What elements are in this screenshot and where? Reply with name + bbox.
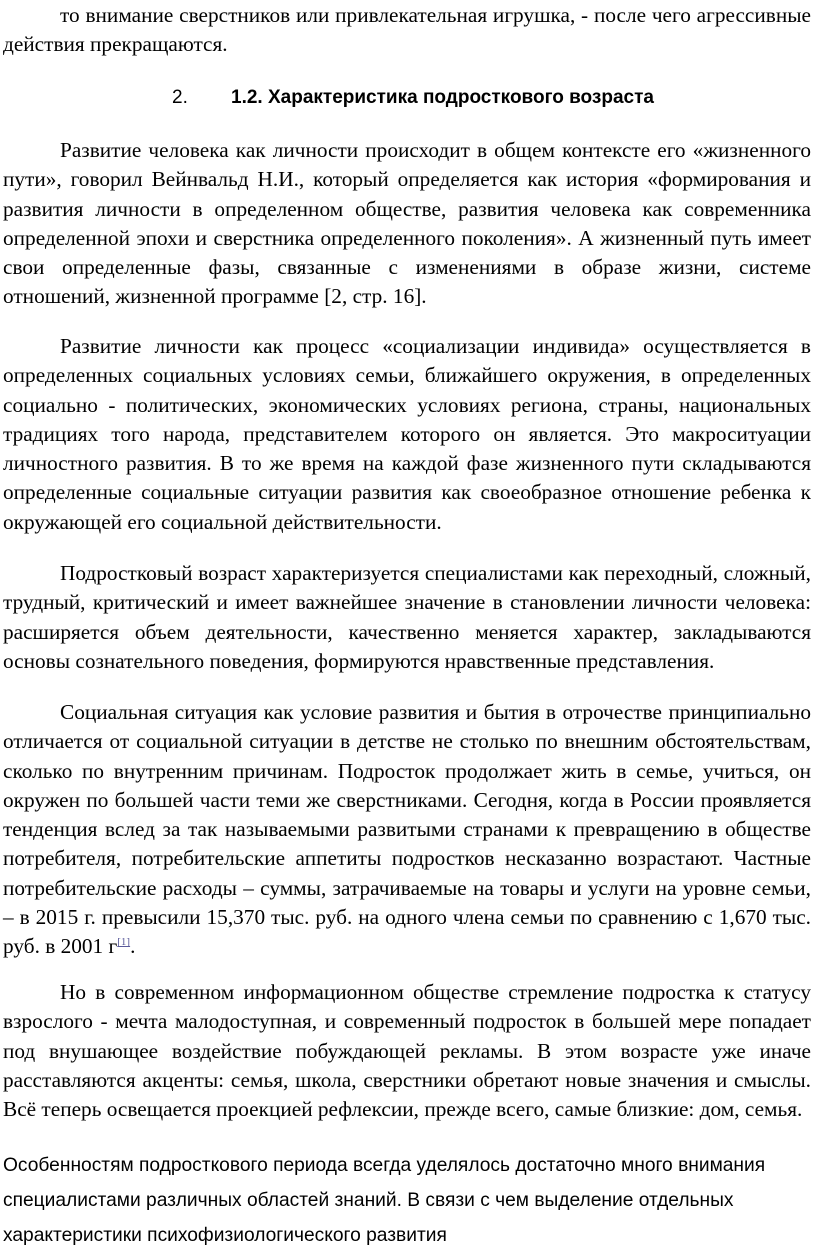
paragraph-socialization: Развитие личности как процесс «социализации индивида» осуществляется в определенных социальных условиях семьи, ближайшего окружения, в определенных социально - политических, экономических условиях региона, страны, национальных традициях того народа, представителем которого он является. Это макроситуации личностного развития. В то же время на каждой фазе жизненного пути складываются определенные социальные ситуации развития как своеобразное отношение ребенка к окружающей его социальной действительности. xyxy=(3,334,811,534)
social-situation-text: Социальная ситуация как условие развития и бытия в отрочестве принципиально отличается от социальной ситуации в детстве не столько по внешним обстоятельствам, сколько по внутренним причинам. Подросток продолжает жить в семье, учиться, он окружен по большей части теми же сверстниками. Сегодня, когда в России проявляется тенденция вслед за так называемыми развитыми странами к превращению в обществе потребителя, потребительские аппетиты подростков несказанно возрастают. Частные потребительские расходы – суммы, затрачиваемые на товары и услуги на уровне семьи, – в 2015 г. превысили 15,370 тыс. руб. на одного члена семьи по сравнению с 1,670 тыс. руб. в 2001 г xyxy=(3,700,811,959)
social-situation-end: . xyxy=(130,934,136,959)
footnote-link[interactable]: [1] xyxy=(117,936,131,949)
section-heading xyxy=(172,85,654,111)
paragraph-information-society: Но в современном информационном обществе стремление подростка к статусу взрослого - мечта малодоступная, и современный подросток в большей мере попадает под внушающее воздействие побуждающей рекламы. В этом возрасте уже иначе расставляются акценты: семья, школа, сверстники обретают новые значения и смыслы. Всё теперь освещается проекцией рефлексии, прежде всего, самые близкие: дом, семья. xyxy=(3,980,811,1122)
top-fragment-paragraph: то внимание сверстников или привлекательная игрушка, - после чего агрессивные действия прекращаются. xyxy=(3,3,811,57)
section-title: 1.2. Характеристика подросткового возраста xyxy=(231,87,654,108)
final-paragraph: Особенностям подросткового периода всегда уделялось достаточно много внимания специалистами различных областей знаний. В связи с чем выделение отдельных характеристики психофизиологического развития xyxy=(3,1155,766,1246)
paragraph-adolescence: Подростковый возраст характеризуется специалистами как переходный, сложный, трудный, критический и имеет важнейшее значение в становлении личности человека: расширяется объем деятельности, качественно меняется характер, закладываются основы сознательного поведения, формируются нравственные представления. xyxy=(3,561,811,673)
paragraph-life-path: Развитие человека как личности происходит в общем контексте его «жизненного пути», говорил Вейнвальд Н.И., который определяется как история «формирования и развития личности в определенном обществе, развития человека как современника определенной эпохи и сверстника определенного поколения». А жизненный путь имеет свои определенные фазы, связанные с изменениями в образе жизни, системе отношений, жизненной программе [2, стр. 16]. xyxy=(3,138,811,309)
paragraph-social-situation xyxy=(3,698,811,962)
section-number: 2. xyxy=(172,87,188,108)
